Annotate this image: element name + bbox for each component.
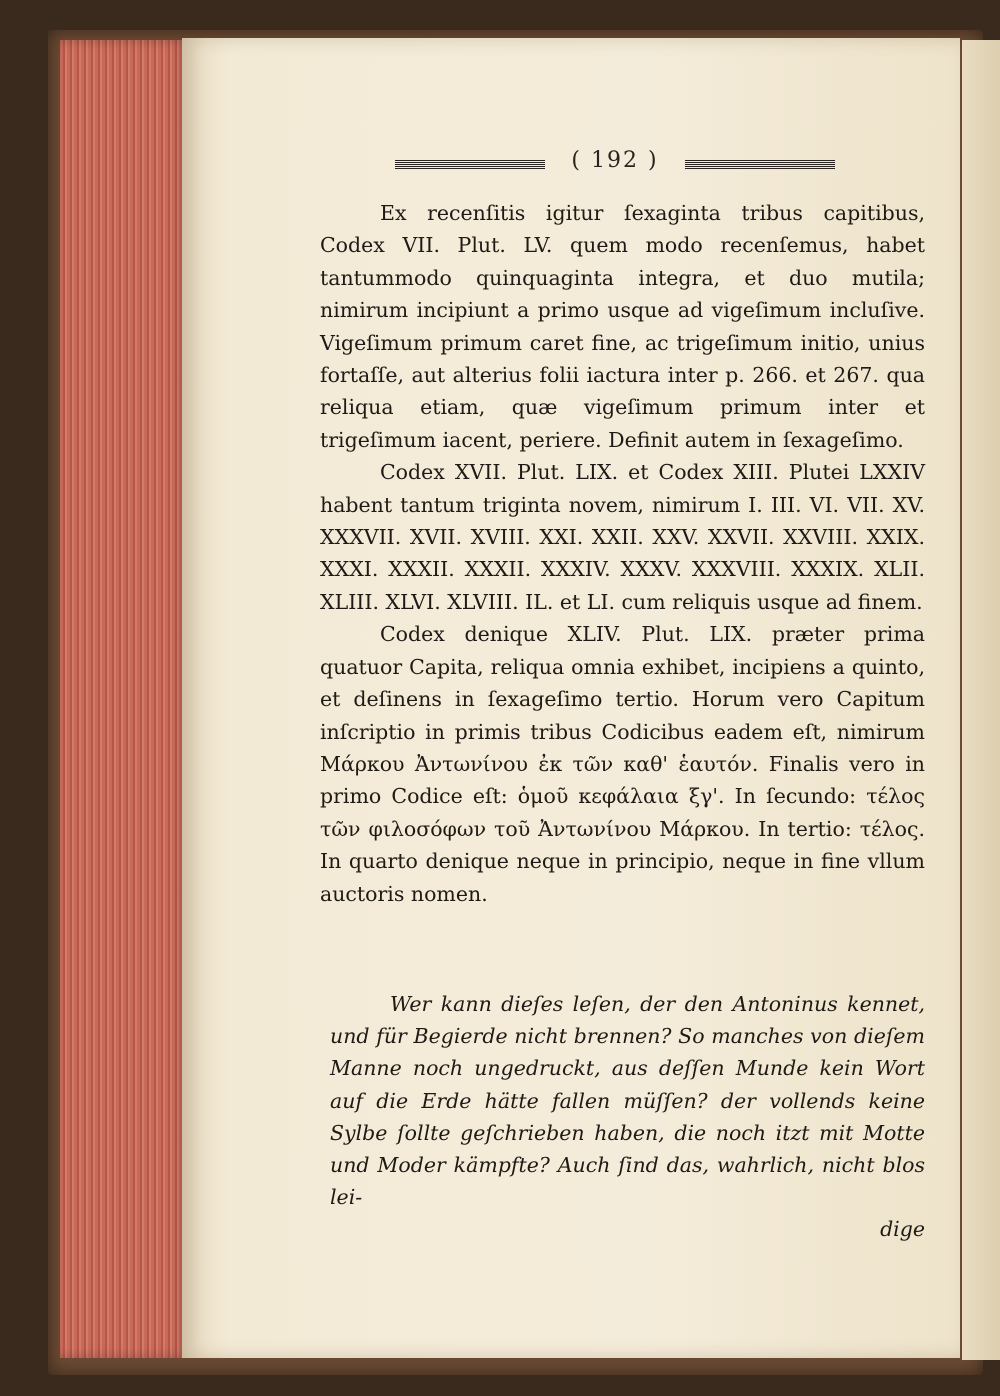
- header-rule-right: [685, 160, 835, 169]
- latin-text: [320, 197, 925, 910]
- paragraph-1: Ex recenſitis igitur ſexaginta tribus capitibus, Codex VII. Plut. LV. quem modo recenſemus, habet tantummodo quinquaginta integra, et duo mutila; nimirum incipiunt a primo usque ad vigeſimum incluſive. Vigeſimum primum caret fine, ac trigeſimum initio, unius fortaſſe, aut alterius folii iactura inter p. 266. et 267. qua reliqua etiam, quæ vigeſimum primum inter et trigeſimum iacent, periere. Definit autem in ſexageſimo.: [320, 201, 925, 452]
- catchword: dige: [880, 1217, 925, 1242]
- page-number: ( 192 ): [571, 148, 659, 173]
- german-paragraph: Wer kann dieſes leſen, der den Antoninus kennet, und für Begierde nicht brennen? So manches von dieſem Manne noch ungedruckt, aus deſſen Munde kein Wort auf die Erde hätte fallen müſſen? der vollends keine Sylbe ſollte geſchrieben haben, die noch itzt mit Motte und Moder kämpfte? Auch ſind das, wahrlich, nicht blos lei-: [330, 992, 925, 1210]
- header-rule-left: [395, 160, 545, 169]
- german-text: [330, 988, 925, 1246]
- page-edges: [60, 40, 190, 1358]
- paragraph-3: Codex denique XLIV. Plut. LIX. præter prima quatuor Capita, reliqua omnia exhibet, incipiens a quinto, et deſinens in ſexageſimo tertio. Horum vero Capitum inſcriptio in primis tribus Codicibus eadem eſt, nimirum Μάρκου Ἀντωνίνου ἐκ τῶν καθ' ἑαυτόν. Finalis vero in primo Codice eſt: ὁμοῦ κεφάλαια ξγ'. In ſecundo: τέλος τῶν φιλοσόφων τοῦ Ἀντωνίνου Μάρκου. In tertio: τέλος. In quarto denique neque in principio, neque in fine vllum auctoris nomen.: [320, 622, 925, 906]
- paragraph-2: Codex XVII. Plut. LIX. et Codex XIII. Plutei LXXIV habent tantum triginta novem, nimirum I. III. VI. VII. XV. XXXVII. XVII. XVIII. XXI. XXII. XXV. XXVII. XXVIII. XXIX. XXXI. XXXII. XXXII. XXXIV. XXXV. XXXVIII. XXXIX. XLII. XLIII. XLVI. XLVIII. IL. et LI. cum reliquis usque ad finem.: [320, 460, 925, 614]
- page-header: [395, 148, 835, 178]
- facing-page-edge: [962, 40, 1000, 1360]
